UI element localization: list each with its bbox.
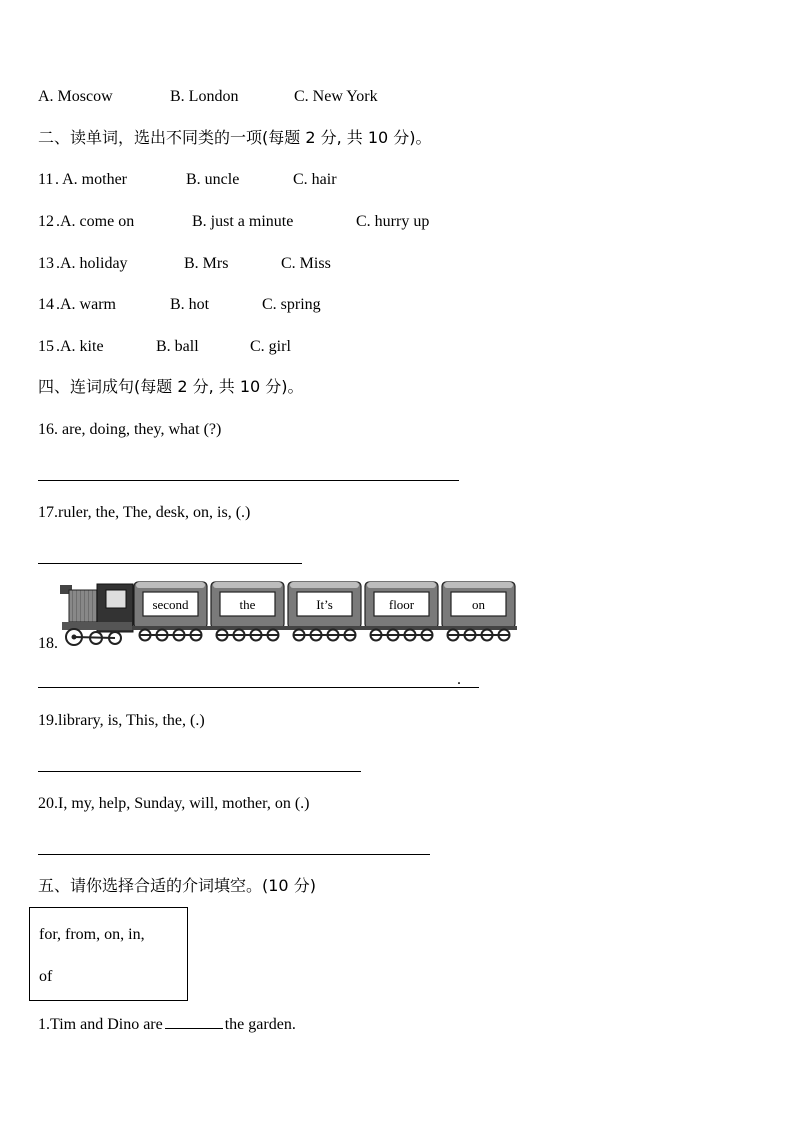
option-b: B. just a minute — [192, 213, 294, 230]
option-b: B. hot — [170, 296, 210, 313]
answer-line-18[interactable] — [38, 687, 479, 688]
fill-blank[interactable] — [165, 1014, 223, 1029]
word-box-line-1: for, from, on, in, — [39, 926, 145, 943]
question-number: 18 — [38, 635, 54, 652]
option-c: C. Miss — [281, 255, 331, 272]
section-4-heading: 四、连词成句(每题 2 分, 共 10 分)。 — [38, 377, 304, 396]
question-17 — [38, 503, 250, 523]
section-5-question-1 — [38, 1014, 296, 1035]
section-2-heading: 二、读单词，选出不同类的一项(每题 2 分, 共 10 分)。 — [38, 128, 432, 147]
question-18 — [38, 634, 58, 654]
answer-line-19[interactable] — [38, 771, 361, 772]
question-text-after: the garden. — [224, 1016, 296, 1033]
question-text: .I, my, help, Sunday, will, mother, on (.) — [54, 795, 310, 812]
train-car — [440, 582, 517, 641]
train-car — [209, 582, 286, 641]
train-car-word: the — [239, 597, 256, 612]
question-number: 16 — [38, 421, 54, 438]
option-b: B. London — [170, 88, 239, 105]
question-text: .ruler, the, The, desk, on, is, (.) — [54, 504, 251, 521]
word-box — [29, 907, 188, 1001]
question-text: . are, doing, they, what (?) — [54, 421, 222, 438]
option-a: .A. come on — [56, 213, 135, 230]
option-a: .A. warm — [56, 296, 116, 313]
option-c: C. girl — [250, 338, 291, 355]
train-car — [132, 582, 209, 641]
question-19 — [38, 711, 205, 731]
option-c: C. hair — [293, 171, 337, 188]
option-c: C. spring — [262, 296, 321, 313]
option-b: B. uncle — [186, 171, 240, 188]
question-number: 13 — [38, 255, 54, 272]
question-number: 20 — [38, 795, 54, 812]
train-car-word: floor — [388, 597, 415, 612]
option-a: .A. holiday — [56, 255, 128, 272]
answer-line-17[interactable] — [38, 563, 302, 564]
train-car — [286, 582, 363, 641]
train-word-cars — [60, 578, 520, 650]
question-20 — [38, 794, 309, 814]
option-a: . A. mother — [55, 171, 127, 188]
question-text: .library, is, This, the, (.) — [54, 712, 205, 729]
question-number: 19 — [38, 712, 54, 729]
train-car-word: second — [152, 597, 189, 612]
option-b: B. ball — [156, 338, 199, 355]
question-16 — [38, 420, 221, 440]
question-text-before: 1.Tim and Dino are — [38, 1016, 163, 1033]
locomotive-icon — [60, 584, 133, 645]
option-a: .A. kite — [56, 338, 104, 355]
option-a: A. Moscow — [38, 88, 113, 105]
option-b: B. Mrs — [184, 255, 229, 272]
train-car — [363, 582, 440, 641]
train-car-word: on — [472, 597, 485, 612]
train-car-word: It’s — [316, 597, 333, 612]
option-c: C. hurry up — [356, 213, 430, 230]
question-number: 14 — [38, 296, 54, 313]
question-number: 15 — [38, 338, 54, 355]
option-c: C. New York — [294, 88, 378, 105]
answer-line-16[interactable] — [38, 480, 459, 481]
question-number: 12 — [38, 213, 54, 230]
question-number: 11 — [38, 171, 54, 188]
question-text: . — [54, 635, 58, 652]
section-5-heading: 五、请你选择合适的介词填空。(10 分) — [38, 876, 316, 895]
answer-line-20[interactable] — [38, 854, 430, 855]
answer-end-period: . — [457, 671, 461, 688]
word-box-line-2: of — [39, 968, 53, 985]
question-number: 17 — [38, 504, 54, 521]
